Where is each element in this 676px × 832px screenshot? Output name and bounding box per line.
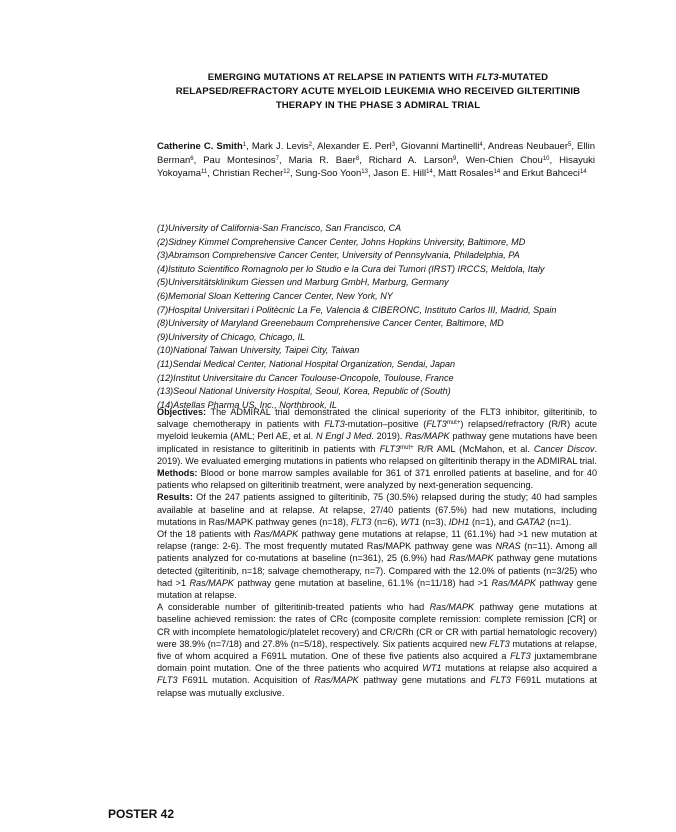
- author-name: Richard A. Larson$^9$: [368, 154, 457, 166]
- affiliation-list: [157, 222, 597, 412]
- affiliation-item: (3)Abramson Comprehensive Cancer Center, University of Pennsylvania, Philadelphia, PA: [157, 250, 520, 261]
- results-paragraph: Results: Of the 247 patients assigned to gilteritinib, 75 (30.5%) relapsed during the study; 40 had samples available at baseline and at relapse. At relapse, 27/40 patients (67.5%) had new mutations, including mutations in Ras/MAPK pathway genes (n=18), FLT3 (n=6), WT1 (n=3), IDH1 (n=1), and GATA2 (n=1).: [157, 492, 597, 527]
- author-affiliation-number: 8: [355, 155, 360, 162]
- author-name: Matt Rosales$^{14}$: [438, 168, 501, 179]
- author-affiliation-number: 14: [579, 169, 587, 175]
- author-name: Pau Montesinos$^7$: [203, 154, 279, 166]
- poster-label: POSTER 42: [108, 807, 175, 821]
- title-line-2: RELAPSED/REFRACTORY ACUTE MYELOID LEUKEMIA WHO RECEIVED GILTERITINIB: [175, 86, 581, 97]
- author-affiliation-number: 14: [493, 169, 501, 175]
- title-line-1: [160, 71, 596, 85]
- affiliation-item: (7)Hospital Universitari i Politècnic La Fe, Valencia & CIBERONC, Instituto Carlos III, Madrid, Spain: [157, 304, 557, 315]
- affiliation-item: (12)Institut Universitaire du Cancer Toulouse-Oncopole, Toulouse, France: [157, 372, 454, 383]
- author-affiliation-number: 1: [242, 142, 247, 148]
- author-list: Catherine C. Smith$^1$, Mark J. Levis$^2$, Alexander E. Perl$^3$, Giovanni Martinelli$^4$, Andreas Neubauer$^5$, Ellin Berman$^6$, Pau Montesinos$^7$, Maria R. Baer$^8$, Richard A. Larson$^9$, Wen-Chien Chou$^{10}$, Hisayuki Yokoyama$^{11}$, Christian Recher$^{12}$, Sung-Soo Yoon$^{13}$, Jason E. Hill$^{14}$, Matt Rosales$^{14}$ and Erkut Bahceci$^{14}$: [157, 141, 596, 179]
- author-affiliation-number: 4: [479, 142, 483, 148]
- author-name: Andreas Neubauer$^5$: [487, 141, 572, 152]
- author-affiliation-number: 5: [568, 142, 572, 148]
- title-line-3: THERAPY IN THE PHASE 3 ADMIRAL TRIAL: [275, 100, 481, 111]
- author-affiliation-number: 3: [391, 142, 396, 148]
- affiliation-item: (4)Istituto Scientifico Romagnolo per lo Studio e la Cura dei Tumori (IRST) IRCCS, Meldola, Italy: [157, 263, 545, 274]
- author-affiliation-number: 10: [542, 155, 550, 162]
- objectives-paragraph: Objectives: The ADMIRAL trial demonstrated the clinical superiority of the FLT3 inhibitor, gilteritinib, to salvage chemotherapy in patients with FLT3-mutation–positive $(FLT3^{mut+})$ relapsed/refractory (R/R) acute myeloid leukemia (AML; Perl AE, et al. N Engl J Med. 2019). Ras/MAPK pathway gene mutations have been implicated in resistance to gilteritinib in patients with $FLT3^{mut+}$ R/R AML (McMahon, et al. Cancer Discov. 2019). We evaluated emerging mutations in patients who relapsed on gilteritinib therapy in the ADMIRAL trial.: [157, 407, 598, 466]
- author-affiliation-number: 7: [275, 155, 279, 162]
- title-gene: FLT3: [476, 72, 499, 83]
- author-affiliation-number: 9: [452, 155, 457, 162]
- affiliation-item: (9)University of Chicago, Chicago, IL: [157, 331, 306, 342]
- affiliation-item: (1)University of California-San Francisco, San Francisco, CA: [157, 223, 402, 233]
- author-name: Ellin Berman$^6$: [157, 141, 595, 166]
- author-name: Sung-Soo Yoon$^{13}$: [295, 168, 368, 179]
- affiliation-item: (11)Sendai Medical Center, National Hospital Organization, Sendai, Japan: [157, 358, 456, 369]
- affiliation-item: (8)University of Maryland Greenebaum Comprehensive Cancer Center, Baltimore, MD: [157, 318, 504, 329]
- author-affiliation-number: 2: [308, 142, 312, 148]
- author-affiliation-number: 11: [201, 169, 208, 175]
- affiliation-item: (6)Memorial Sloan Kettering Cancer Center, New York, NY: [157, 290, 393, 301]
- title-line-1-post: -MUTATED: [498, 72, 549, 83]
- author-name: Giovanni Martinelli$^4$: [400, 141, 483, 152]
- results-paragraph-ras: Of the 18 patients with Ras/MAPK pathway gene mutations at relapse, 11 (61.1%) had >1 new mutation at relapse (range: 2-6). The most frequently mutated Ras/MAPK pathway gene was NRAS (n=11). Among all patients analyzed for co-mutations at baseline (n=361), 25 (6.9%) had Ras/MAPK pathway gene mutations detected (gilteritinib, n=18; salvage chemotherapy, n=7). Compared with the 12.0% of patients (n=3/25) who had >1 Ras/MAPK pathway gene mutation at baseline, 61.1% (n=11/18) had >1 Ras/MAPK pathway gene mutation at relapse.: [157, 529, 598, 601]
- author-name: Mark J. Levis$^2$: [251, 141, 312, 152]
- author-name: Maria R. Baer$^8$: [288, 154, 360, 166]
- author-name: Alexander E. Perl$^3$: [317, 141, 396, 152]
- author-affiliation-number: 6: [190, 155, 194, 162]
- abstract-body: [157, 406, 597, 699]
- author-affiliation-number: 14: [426, 169, 433, 175]
- affiliation-item: (10)National Taiwan University, Taipei City, Taiwan: [157, 345, 360, 356]
- author-name: Hisayuki Yokoyama$^{11}$: [157, 154, 596, 179]
- affiliation-item: (5)Universitätsklinikum Giessen und Marburg GmbH, Marburg, Germany: [157, 277, 449, 288]
- author-name: Erkut Bahceci$^{14}$: [521, 168, 587, 179]
- title-line-1-pre: EMERGING MUTATIONS AT RELAPSE IN PATIENTS WITH: [207, 72, 477, 83]
- affiliation-item: (2)Sidney Kimmel Comprehensive Cancer Center, Johns Hopkins University, Baltimore, MD: [157, 236, 526, 247]
- methods-paragraph: Methods: Blood or bone marrow samples available for 361 of 371 enrolled patients at baseline, and for 40 patients who relapsed on gilteritinib treatment, were analyzed by next-generation sequencing.: [157, 468, 597, 491]
- author-name: Christian Recher$^{12}$: [212, 168, 290, 179]
- abstract-title: [160, 71, 596, 113]
- author-affiliation-number: 13: [361, 169, 368, 175]
- author-name: Jason E. Hill$^{14}$: [373, 168, 433, 179]
- author-name: Wen-Chien Chou$^{10}$: [465, 154, 550, 166]
- results-paragraph-remission: A considerable number of gilteritinib-treated patients who had Ras/MAPK pathway gene mutations at baseline achieved remission: the rates of CRc (composite complete remission: complete remission [CR] or CR with incomplete hematologic/platelet recovery) and CR/CRh (CR or CR with partial hematologic recovery) were 38.9% (n=7/18) and 27.8% (n=5/18), respectively. Six patients acquired new FLT3 mutations at relapse, five of whom acquired a F691L mutation. One of these five patients also acquired a FLT3 juxtamembrane domain point mutation. One of the three patients who acquired WT1 mutations at relapse also acquired a FLT3 F691L mutation. Acquisition of Ras/MAPK pathway gene mutations and FLT3 F691L mutations at relapse was mutually exclusive.: [157, 602, 598, 698]
- affiliation-item: (13)Seoul National University Hospital, Seoul, Korea, Republic of (South): [157, 386, 451, 397]
- author-affiliation-number: 12: [283, 169, 290, 175]
- affiliation-item: (14)Astellas Pharma US, Inc., Northbrook, IL: [157, 399, 337, 410]
- author-name: Catherine C. Smith$^1$: [157, 141, 247, 152]
